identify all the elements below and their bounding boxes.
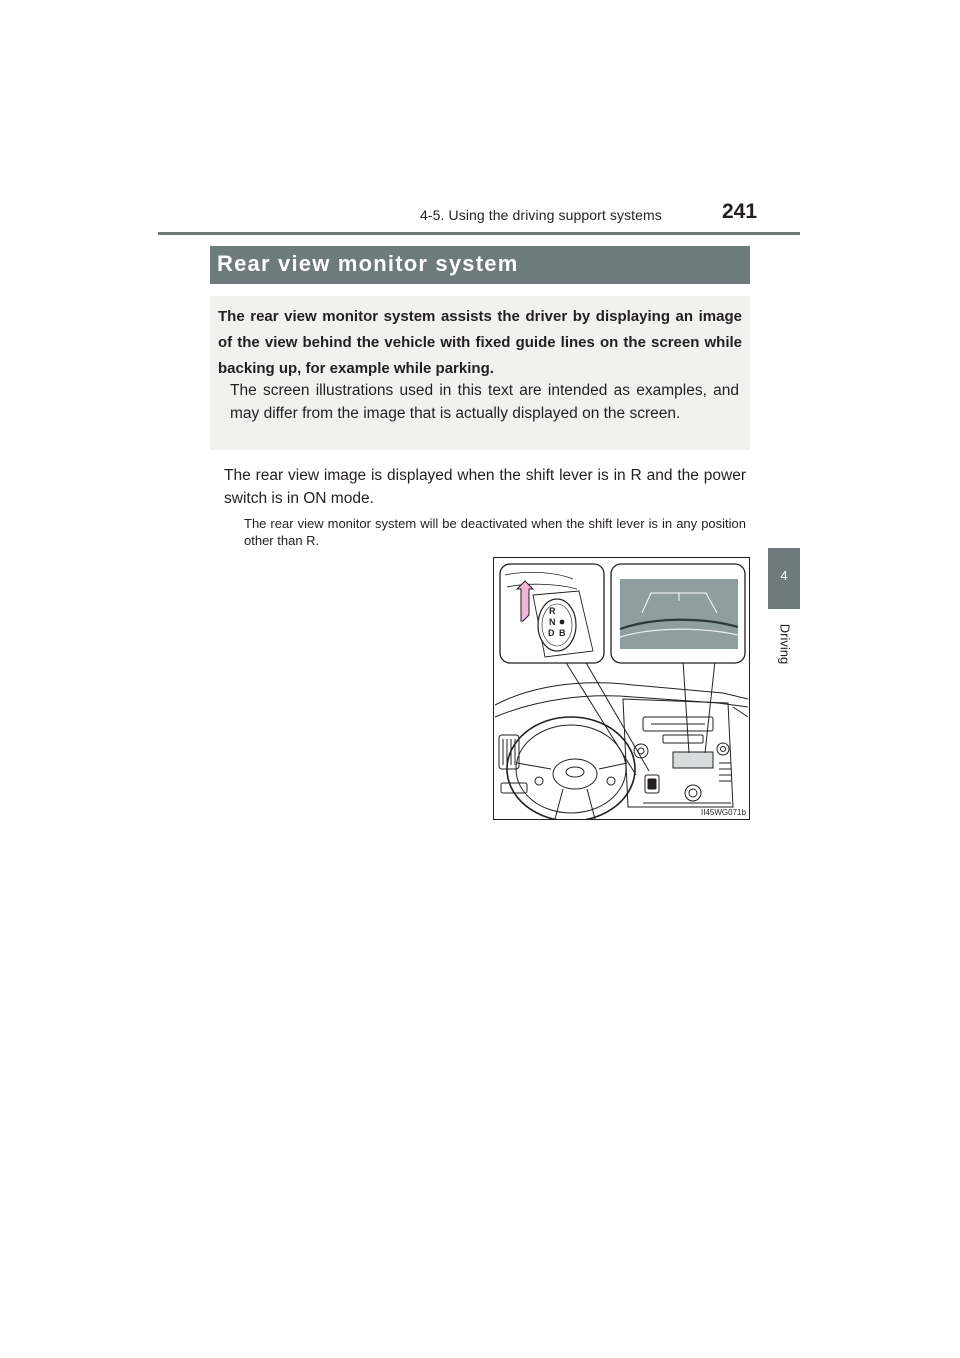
shift-label-d: D — [548, 628, 555, 638]
body-paragraph: The rear view image is displayed when the shift lever is in R and the power switch is in ON mode. — [224, 467, 746, 507]
page-title: Rear view monitor system — [217, 251, 519, 276]
page-number: 241 — [722, 200, 758, 223]
chapter-label — [776, 620, 794, 668]
intro-box — [210, 296, 750, 450]
dashboard-illustration — [493, 557, 750, 820]
shift-label-r: R — [549, 606, 556, 616]
chapter-tab — [768, 548, 800, 609]
shift-lever-callout — [500, 564, 604, 663]
shift-label-n: N — [549, 617, 556, 627]
header-rule — [158, 232, 800, 235]
shift-knob-dot — [560, 620, 565, 625]
rear-screen-callout — [611, 564, 745, 663]
camera-view — [620, 579, 738, 649]
section-title: 4-5. Using the driving support systems — [420, 207, 662, 223]
shift-label-b: B — [559, 628, 566, 638]
intro-note: The screen illustrations used in this text are intended as examples, and may differ from the image that is actually displayed on the screen. — [230, 382, 739, 422]
intro-lead: The rear view monitor system assists the driver by displaying an image of the view behind the vehicle with fixed guide lines on the screen while backing up, for example while parking. — [218, 308, 742, 377]
illustration-code: II45WG071b — [701, 808, 746, 817]
chapter-label-text: Driving — [777, 623, 793, 665]
illustration-svg — [493, 557, 750, 820]
title-bar — [210, 246, 750, 284]
chapter-number: 4 — [780, 568, 788, 583]
body-note: The rear view monitor system will be deactivated when the shift lever is in any position other than R. — [244, 516, 746, 548]
